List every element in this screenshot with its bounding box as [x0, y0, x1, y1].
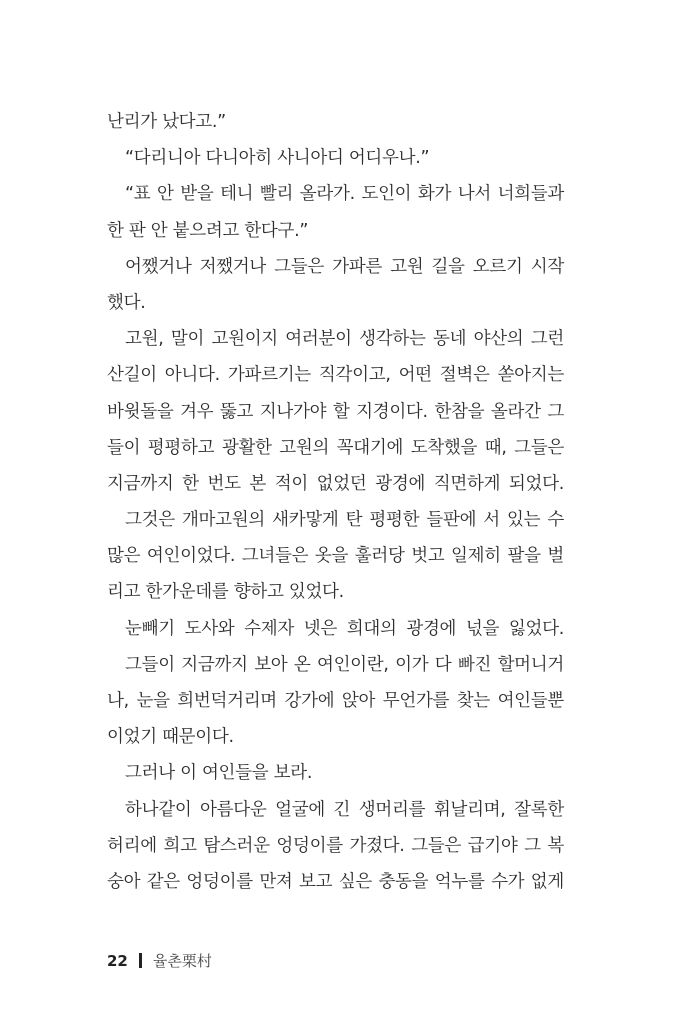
text-line: 그러나 이 여인들을 보라. — [125, 763, 313, 784]
text-line: 한 판 안 붙으려고 한다구.” — [107, 220, 309, 241]
text-line: “표 안 받을 테니 빨리 올라가. 도인이 화가 나서 너희들과 — [125, 184, 564, 205]
text-line: 나, 눈을 희번덕거리며 강가에 앉아 무언가를 찾는 여인들뿐 — [107, 691, 564, 711]
text-line: “다리니아 다니아히 사니아디 어디우나.” — [125, 148, 430, 169]
page-footer — [107, 950, 212, 971]
text-line: 많은 여인이었다. 그녀들은 옷을 훌러당 벗고 일제히 팔을 벌 — [107, 546, 564, 567]
text-line: 고원, 말이 고원이지 여러분이 생각하는 동네 야산의 그런 — [125, 329, 564, 350]
text-line: 눈빼기 도사와 수제자 넷은 희대의 광경에 넋을 잃었다. — [125, 618, 564, 639]
text-line: 어쨌거나 저쨌거나 그들은 가파른 고원 길을 오르기 시작 — [125, 256, 564, 277]
text-line: 난리가 났다고.” — [107, 112, 226, 132]
text-line: 숭아 같은 엉덩이를 만져 보고 싶은 충동을 억누를 수가 없게 — [107, 871, 564, 892]
text-line: 했다. — [107, 292, 146, 313]
text-line: 이었기 때문이다. — [107, 727, 234, 748]
text-line: 하나같이 아름다운 얼굴에 긴 생머리를 휘날리며, 잘록한 — [125, 799, 564, 820]
text-line: 허리에 희고 탐스러운 엉덩이를 가졌다. 그들은 급기야 그 복 — [107, 835, 564, 856]
text-line: 지금까지 한 번도 본 적이 없었던 광경에 직면하게 되었다. — [107, 473, 564, 494]
book-title: 율촌栗村 — [152, 952, 212, 970]
text-line: 그들이 지금까지 보아 온 여인이란, 이가 다 빠진 할머니거 — [125, 654, 564, 675]
text-line: 리고 한가운데를 향하고 있었다. — [107, 582, 344, 603]
body-text — [107, 104, 564, 900]
text-line: 바윗돌을 겨우 뚫고 지나가야 할 지경이다. 한참을 올라간 그 — [107, 401, 564, 422]
text-line: 들이 평평하고 광활한 고원의 꼭대기에 도착했을 때, 그들은 — [107, 437, 564, 458]
text-line: 그것은 개마고원의 새카맣게 탄 평평한 들판에 서 있는 수 — [125, 510, 564, 531]
footer-divider — [139, 953, 142, 968]
page-number: 22 — [107, 951, 128, 970]
text-line: 산길이 아니다. 가파르기는 직각이고, 어떤 절벽은 쏟아지는 — [107, 365, 564, 386]
